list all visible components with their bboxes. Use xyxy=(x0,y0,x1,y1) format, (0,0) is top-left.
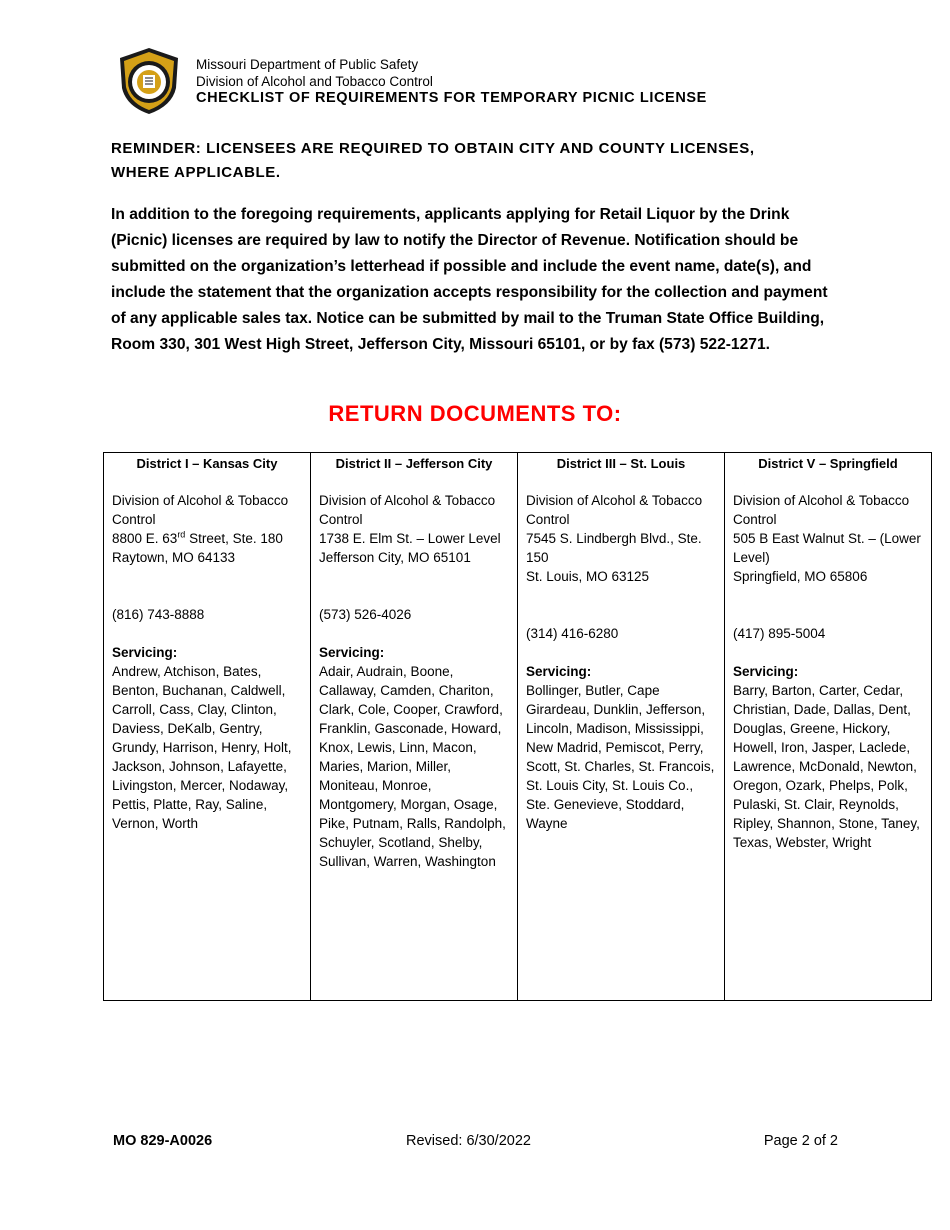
street-address: 1738 E. Elm St. – Lower Level xyxy=(319,531,501,546)
phone-number: (816) 743-8888 xyxy=(112,607,205,622)
servicing-counties: Barry, Barton, Carter, Cedar, Christian, Dade, Dallas, Dent, Douglas, Greene, Hickory, Howell, Iron, Jasper, Laclede, Lawrence, McDonald, Newton, Oregon, Ozark, Phelps, Polk, Pulaski, St. Clair, Reynolds, Ripley, Shannon, Stone, Taney, Texas, Webster, Wright xyxy=(733,683,920,850)
revenue-notification-paragraph: In addition to the foregoing requirements, applicants applying for Retail Liquor by the Drink (Picnic) licenses are required by law to notify the Director of Revenue. Notification should be submitted on the organization’s letterhead if possible and include the event name, date(s), and include the statement that the organization accepts responsibility for the collection and payment of any applicable sales tax. Notice can be submitted by mail to the Truman State Office Building, Room 330, 301 West High Street, Jefferson City, Missouri 65101, or by fax (573) 522-1271. xyxy=(111,206,828,353)
district-address xyxy=(526,491,716,586)
office-name: Division of Alcohol & Tobacco Control xyxy=(319,493,496,527)
servicing-label: Servicing: xyxy=(733,664,799,679)
return-documents-heading: RETURN DOCUMENTS TO: xyxy=(328,401,622,426)
servicing-counties: Andrew, Atchison, Bates, Benton, Buchanan, Caldwell, Carroll, Cass, Clay, Clinton, Daviess, DeKalb, Gentry, Grundy, Harrison, Henry, Holt, Jackson, Johnson, Lafayette, Livingston, Mercer, Nodaway, Pettis, Platte, Ray, Saline, Vernon, Worth xyxy=(112,664,292,831)
city-state-zip: Springfield, MO 65806 xyxy=(733,569,868,584)
city-state-zip: St. Louis, MO 63125 xyxy=(526,569,650,584)
form-number: MO 829-A0026 xyxy=(113,1133,213,1149)
reminder-notice xyxy=(111,137,831,185)
phone-number: (314) 416-6280 xyxy=(526,626,619,641)
document-header xyxy=(116,46,836,118)
district-heading: District II – Jefferson City xyxy=(335,456,493,471)
district-3-cell xyxy=(518,453,725,1001)
city-state-zip: Raytown, MO 64133 xyxy=(112,550,236,565)
district-2-cell xyxy=(311,453,518,1001)
district-heading: District III – St. Louis xyxy=(556,456,686,471)
page-number: Page 2 of 2 xyxy=(763,1133,838,1149)
district-heading: District I – Kansas City xyxy=(136,456,278,471)
phone-number: (573) 526-4026 xyxy=(319,607,412,622)
phone-number: (417) 895-5004 xyxy=(733,626,826,641)
servicing-label: Servicing: xyxy=(526,664,592,679)
servicing-label: Servicing: xyxy=(112,645,178,660)
revision-date: Revised: 6/30/2022 xyxy=(406,1133,531,1149)
district-address xyxy=(319,491,509,567)
district-1-cell xyxy=(104,453,311,1001)
reminder-line-2: WHERE APPLICABLE. xyxy=(111,164,281,181)
district-address xyxy=(112,491,302,567)
office-name: Division of Alcohol & Tobacco Control xyxy=(112,493,289,527)
street-address: 8800 E. 63rd Street, Ste. 180 xyxy=(112,529,283,546)
street-address: 505 B East Walnut St. – (Lower Level) xyxy=(733,531,921,565)
page-title: CHECKLIST OF REQUIREMENTS FOR TEMPORARY PICNIC LICENSE xyxy=(196,90,707,106)
department-name: Missouri Department of Public Safety xyxy=(196,57,419,72)
reminder-line-1: REMINDER: LICENSEES ARE REQUIRED TO OBTAIN CITY AND COUNTY LICENSES, xyxy=(111,140,755,157)
city-state-zip: Jefferson City, MO 65101 xyxy=(319,550,471,565)
street-address: 7545 S. Lindbergh Blvd., Ste. 150 xyxy=(526,531,702,565)
missouri-public-safety-seal-icon xyxy=(116,46,182,116)
office-name: Division of Alcohol & Tobacco Control xyxy=(733,493,910,527)
district-address xyxy=(733,491,923,586)
division-name: Division of Alcohol and Tobacco Control xyxy=(196,74,433,89)
servicing-counties: Bollinger, Butler, Cape Girardeau, Dunklin, Jefferson, Lincoln, Madison, Mississippi, New Madrid, Pemiscot, Perry, Scott, St. Charles, St. Francois, St. Louis City, St. Louis Co., Ste. Genevieve, Stoddard, Wayne xyxy=(526,683,715,831)
district-heading: District V – Springfield xyxy=(758,456,898,471)
district-5-cell xyxy=(725,453,932,1001)
servicing-label: Servicing: xyxy=(319,645,385,660)
servicing-counties: Adair, Audrain, Boone, Callaway, Camden, Chariton, Clark, Cole, Cooper, Crawford, Franklin, Gasconade, Howard, Knox, Lewis, Linn, Macon, Maries, Marion, Miller, Moniteau, Monroe, Montgomery, Morgan, Osage, Pike, Putnam, Ralls, Randolph, Schuyler, Scotland, Shelby, Sullivan, Warren, Washington xyxy=(319,664,506,869)
district-offices-table xyxy=(103,452,932,1001)
office-name: Division of Alcohol & Tobacco Control xyxy=(526,493,703,527)
